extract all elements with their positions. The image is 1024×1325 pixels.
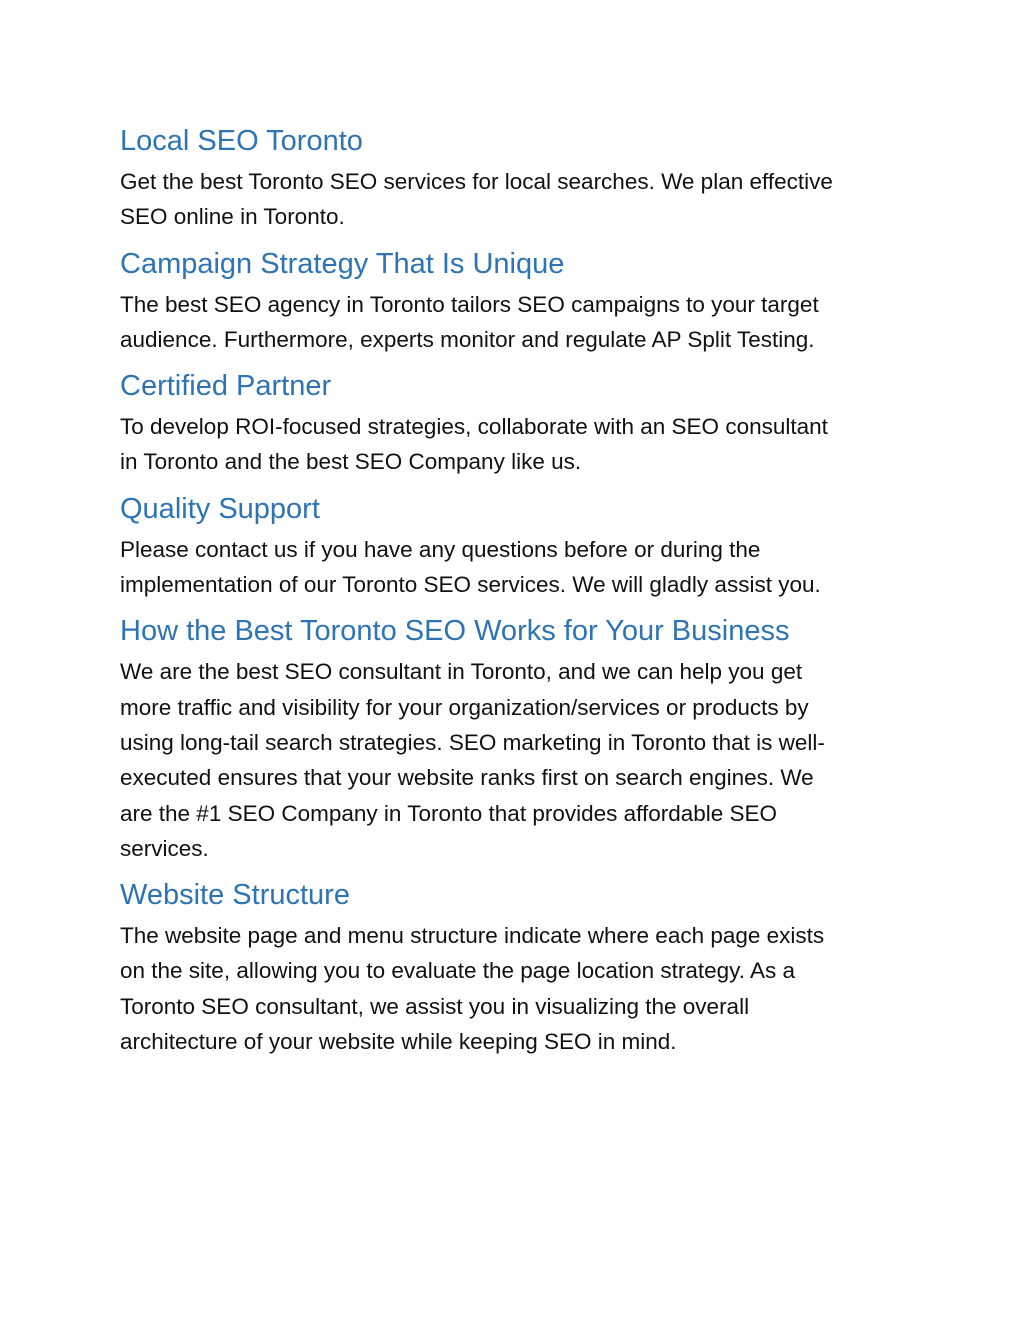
body-line: Toronto SEO consultant, we assist you in visualizing the overall (120, 993, 750, 1019)
section-campaign-strategy (120, 241, 900, 358)
section-heading: Local SEO Toronto (120, 125, 363, 157)
section-heading: How the Best Toronto SEO Works for Your Business (120, 615, 790, 648)
body-line: implementation of our Toronto SEO services. We will gladly assist you. (120, 572, 821, 598)
section-certified-partner (120, 363, 900, 480)
body-line: on the site, allowing you to evaluate the page location strategy. As a (120, 958, 796, 984)
body-line: are the #1 SEO Company in Toronto that provides affordable SEO (120, 800, 778, 826)
body-line: The website page and menu structure indicate where each page exists (120, 923, 825, 949)
body-line: using long-tail search strategies. SEO marketing in Toronto that is well- (120, 729, 825, 755)
document-page (120, 118, 900, 1065)
section-how-seo-works (120, 608, 900, 866)
body-line: in Toronto and the best SEO Company like us. (120, 449, 582, 475)
body-line: The best SEO agency in Toronto tailors SEO campaigns to your target (120, 291, 819, 317)
section-heading: Website Structure (120, 879, 350, 912)
section-heading: Campaign Strategy That Is Unique (120, 247, 565, 280)
body-line: executed ensures that your website ranks first on search engines. We (120, 765, 814, 791)
body-line: architecture of your website while keeping SEO in mind. (120, 1029, 677, 1055)
body-line: audience. Furthermore, experts monitor and regulate AP Split Testing. (120, 326, 815, 352)
body-line: We are the best SEO consultant in Toronto, and we can help you get (120, 659, 803, 685)
section-local-seo-toronto (120, 118, 900, 235)
body-line: services. (120, 835, 209, 861)
section-quality-support (120, 486, 900, 603)
section-heading: Quality Support (120, 492, 320, 525)
body-line: Get the best Toronto SEO services for local searches. We plan effective (120, 169, 833, 194)
body-line: more traffic and visibility for your organization/services or products by (120, 694, 809, 720)
body-line: Please contact us if you have any questions before or during the (120, 536, 761, 562)
body-line: SEO online in Toronto. (120, 204, 345, 230)
section-website-structure (120, 872, 900, 1059)
section-heading: Certified Partner (120, 370, 332, 403)
body-line: To develop ROI-focused strategies, collaborate with an SEO consultant (120, 414, 828, 440)
